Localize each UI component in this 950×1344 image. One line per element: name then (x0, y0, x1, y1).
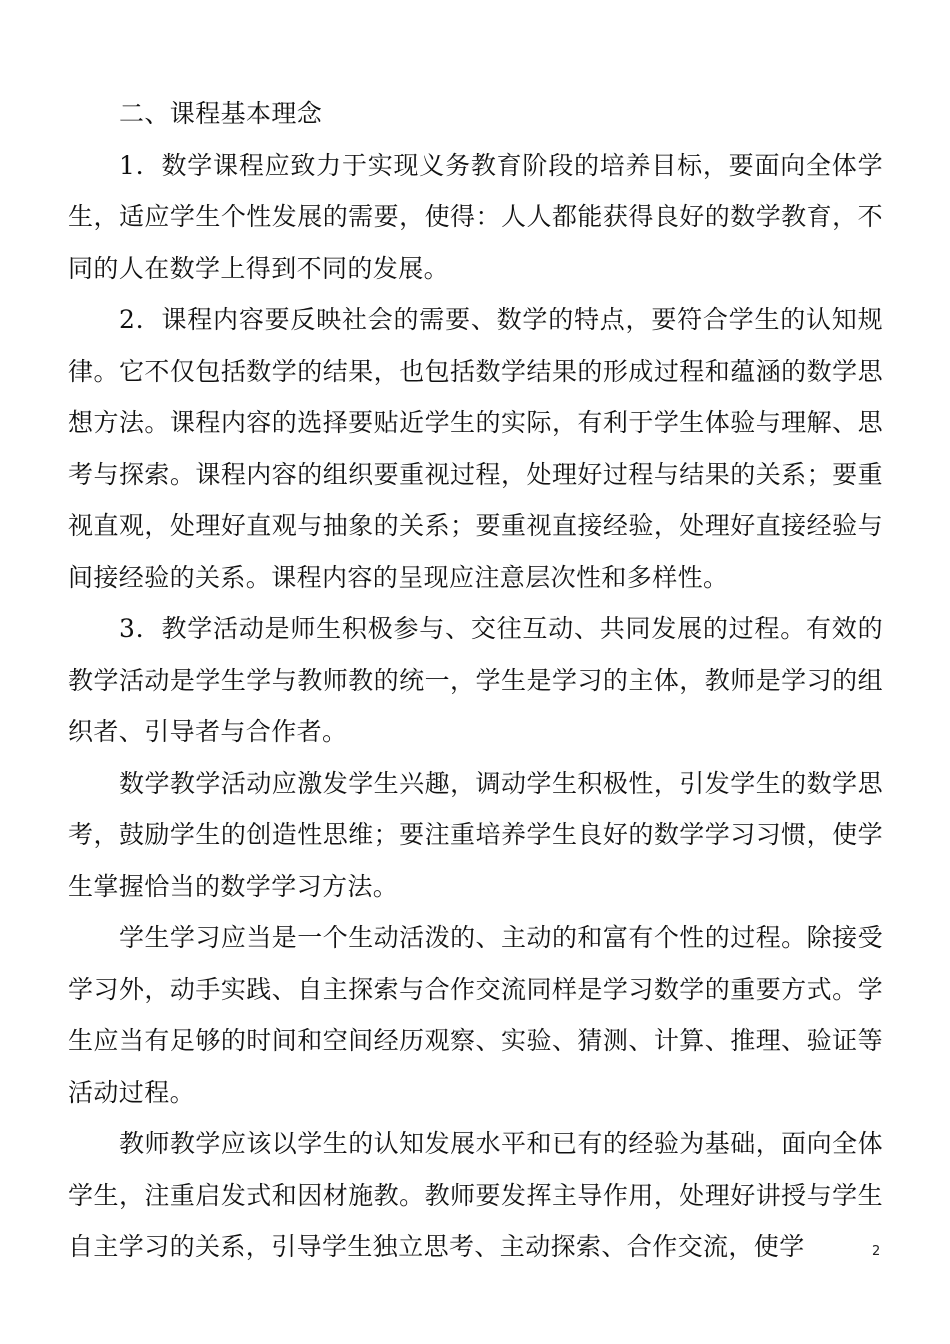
paragraph-5: 学生学习应当是一个生动活泼的、主动的和富有个性的过程。除接受学习外，动手实践、自主探索与合作交流同样是学习数学的重要方式。学生应当有足够的时间和空间经历观察、实验、猜测、计算、推理、验证等活动过程。 (68, 923, 883, 1107)
paragraph-3: 3．教学活动是师生积极参与、交往互动、共同发展的过程。有效的教学活动是学生学与教师教的统一，学生是学习的主体，教师是学习的组织者、引导者与合作者。 (68, 614, 883, 746)
paragraph-1: 1．数学课程应致力于实现义务教育阶段的培养目标，要面向全体学生，适应学生个性发展的需要，使得：人人都能获得良好的数学教育，不同的人在数学上得到不同的发展。 (68, 150, 883, 283)
paragraph-6: 教师教学应该以学生的认知发展水平和已有的经验为基础，面向全体学生，注重启发式和因材施教。教师要发挥主导作用，处理好讲授与学生自主学习的关系，引导学生独立思考、主动探索、合作交流，使学 (68, 1129, 883, 1261)
page-number: 2 (872, 1244, 881, 1259)
section-heading: 二、课程基本理念 (119, 99, 323, 128)
paragraph-2: 2．课程内容要反映社会的需要、数学的特点，要符合学生的认知规律。它不仅包括数学的结果，也包括数学结果的形成过程和蕴涵的数学思想方法。课程内容的选择要贴近学生的实际，有利于学生体验与理解、思考与探索。课程内容的组织要重视过程，处理好过程与结果的关系；要重视直观，处理好直观与抽象的关系；要重视直接经验，处理好直接经验与间接经验的关系。课程内容的呈现应注意层次性和多样性。 (68, 305, 883, 592)
document-body (68, 88, 883, 1273)
paragraph-4: 数学教学活动应激发学生兴趣，调动学生积极性，引发学生的数学思考，鼓励学生的创造性思维；要注重培养学生良好的数学学习习惯，使学生掌握恰当的数学学习方法。 (68, 768, 883, 901)
